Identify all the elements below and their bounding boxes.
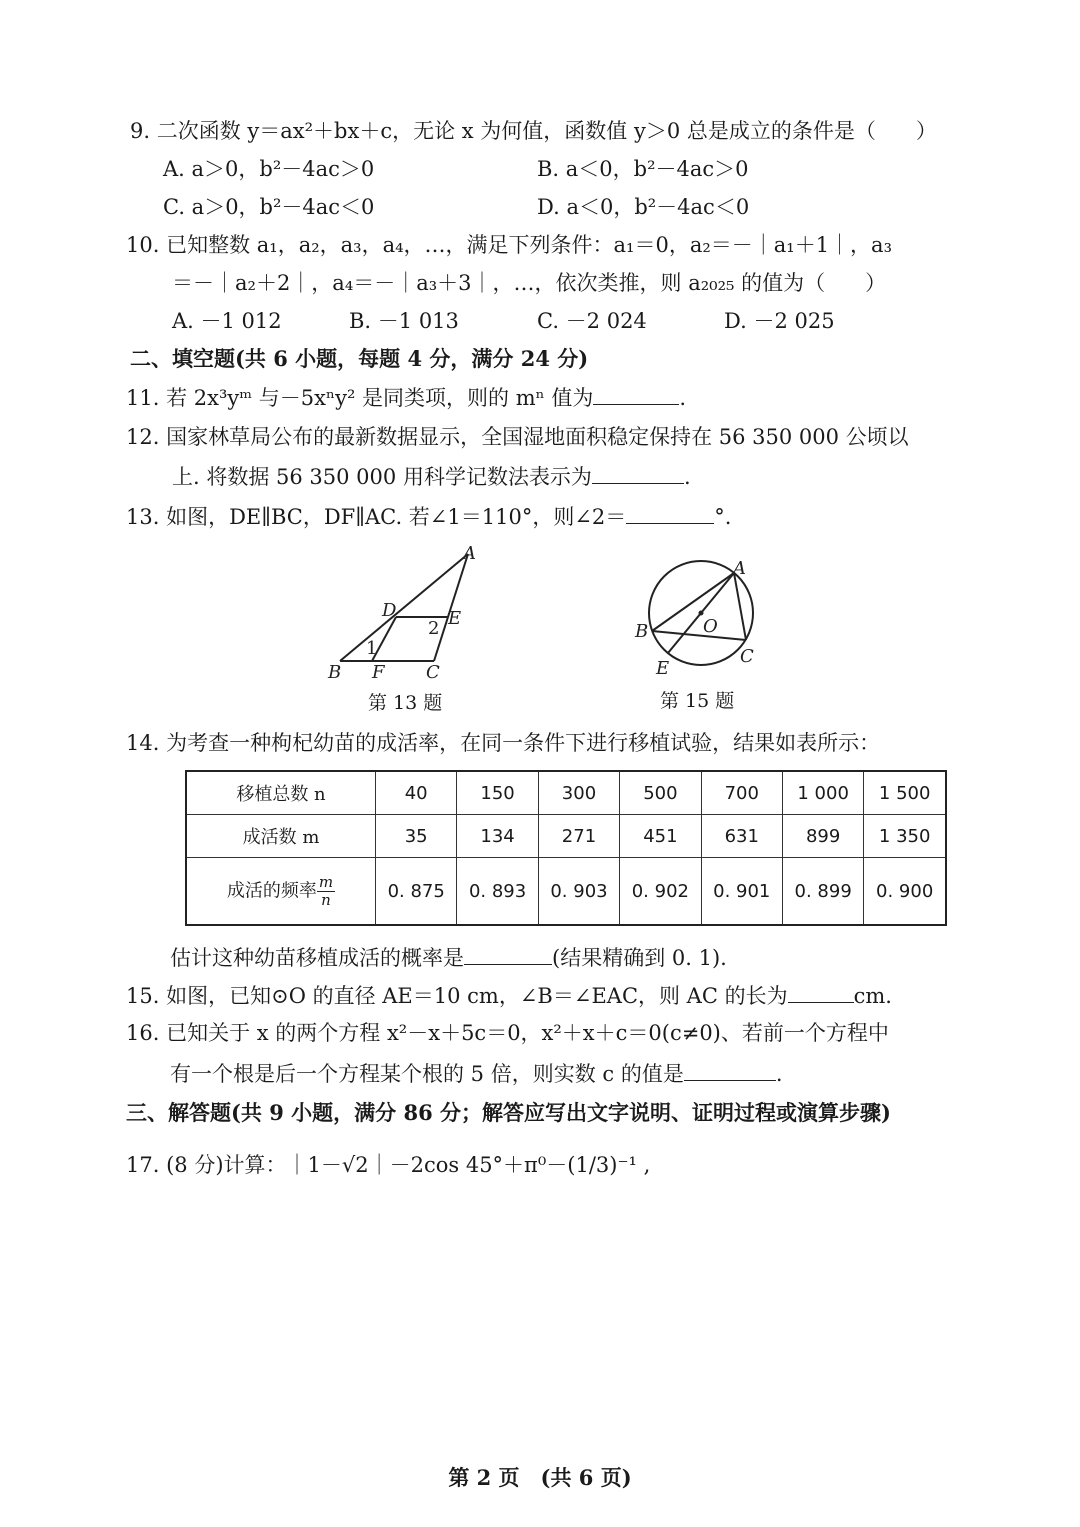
- question-10: [126, 230, 892, 260]
- question-text: 估计这种幼苗移植成活的概率是: [170, 946, 464, 970]
- label-A: A: [733, 558, 746, 579]
- table-cell: 631: [701, 815, 782, 858]
- section-heading-fill-in: 二、填空题(共 6 小题，每题 4 分，满分 24 分): [130, 346, 589, 371]
- table-cell: 0. 900: [864, 858, 946, 926]
- table-cell: 500: [620, 771, 701, 815]
- table-cell: 0. 875: [376, 858, 457, 926]
- question-15: [126, 980, 892, 1011]
- answer-blank[interactable]: [592, 461, 684, 484]
- question-end: (结果精确到 0. 1).: [552, 946, 727, 970]
- question-stem: 二次函数 y＝ax²＋bx＋c，无论 x 为何值，函数值 y＞0 总是成立的条件是（: [156, 119, 876, 143]
- figure-13-triangle: [320, 540, 490, 685]
- page-footer: 第 2 页 (共 6 页): [448, 1465, 632, 1490]
- row-header-survived: 成活数 m: [186, 815, 376, 858]
- answer-blank[interactable]: [788, 980, 854, 1003]
- question-end: .: [679, 386, 687, 410]
- question-16: [126, 1018, 889, 1048]
- question-text: 若 2x³yᵐ 与－5xⁿy² 是同类项，则的 mⁿ 值为: [166, 386, 594, 410]
- question-number: 9.: [130, 119, 151, 143]
- question-12-line-2: [172, 461, 691, 492]
- q10-option-b: B. －1 013: [349, 309, 459, 333]
- label-B: B: [635, 621, 649, 642]
- question-9: [130, 116, 937, 146]
- q10-option-d: D. －2 025: [724, 309, 835, 333]
- question-12: [126, 422, 909, 452]
- fraction-numerator: m: [318, 872, 334, 891]
- question-14-estimate: [170, 942, 727, 973]
- question-text: 为考查一种枸杞幼苗的成活率，在同一条件下进行移植试验，结果如表所示：: [166, 731, 881, 755]
- fraction-denominator: n: [321, 890, 331, 909]
- table-cell: 300: [538, 771, 619, 815]
- question-number: 13.: [126, 505, 160, 529]
- question-text: (8 分)计算：｜1－√2｜－2cos 45°＋π⁰－(1/3)⁻¹ ,: [166, 1153, 651, 1177]
- table-row-frequency: [186, 858, 946, 926]
- answer-blank[interactable]: [593, 382, 679, 405]
- label-D: D: [382, 600, 397, 621]
- question-end: .: [683, 465, 691, 489]
- table-cell: 35: [376, 815, 457, 858]
- question-line-1: 已知关于 x 的两个方程 x²－x＋5c＝0，x²＋x＋c＝0(c≠0)、若前一个方程中: [166, 1021, 889, 1045]
- fraction-m-over-n: [317, 874, 335, 909]
- table-cell: 271: [538, 815, 619, 858]
- label-B: B: [328, 662, 342, 683]
- label-angle-2: 2: [428, 618, 440, 639]
- q9-option-d: D. a＜0，b²－4ac＜0: [537, 195, 750, 219]
- row-header-frequency: [186, 858, 376, 926]
- question-line-2: 上. 将数据 56 350 000 用科学记数法表示为: [172, 465, 592, 489]
- table-row-total: [186, 771, 946, 815]
- figure-15-caption: 第 15 题: [660, 690, 735, 712]
- label-C: C: [426, 662, 440, 683]
- question-end: cm.: [853, 984, 892, 1008]
- question-number: 11.: [126, 386, 160, 410]
- answer-blank[interactable]: [626, 501, 714, 524]
- question-number: 14.: [126, 731, 160, 755]
- table-cell: 451: [620, 815, 701, 858]
- question-14: [126, 728, 880, 758]
- row-header-total: 移植总数 n: [186, 771, 376, 815]
- table-cell: 0. 901: [701, 858, 782, 926]
- table-cell: 700: [701, 771, 782, 815]
- question-number: 16.: [126, 1021, 160, 1045]
- table-cell: 134: [457, 815, 538, 858]
- question-number: 10.: [126, 233, 160, 257]
- table-cell: 0. 902: [620, 858, 701, 926]
- question-text: 如图，DE∥BC，DF∥AC. 若∠1＝110°，则∠2＝: [166, 505, 627, 529]
- table-cell: 1 350: [864, 815, 946, 858]
- question-16-line-2: [170, 1058, 783, 1089]
- question-line-2: 有一个根是后一个方程某个根的 5 倍，则实数 c 的值是: [170, 1062, 684, 1086]
- q9-option-c: C. a＞0，b²－4ac＜0: [163, 195, 375, 219]
- question-text: 如图，已知⊙O 的直径 AE＝10 cm，∠B＝∠EAC，则 AC 的长为: [166, 984, 788, 1008]
- question-10-line-2: [172, 268, 886, 298]
- label-E: E: [656, 658, 670, 679]
- table-cell: 1 000: [782, 771, 863, 815]
- q9-option-b: B. a＜0，b²－4ac＞0: [537, 157, 749, 181]
- figure-15-circle: [628, 550, 768, 685]
- label-F: F: [372, 662, 385, 683]
- table-cell: 0. 903: [538, 858, 619, 926]
- question-13: [126, 501, 731, 532]
- row-header-frequency-label: 成活的频率: [226, 880, 317, 901]
- paren-close: ）: [865, 271, 887, 295]
- q10-option-a: A. －1 012: [172, 309, 282, 333]
- table-cell: 0. 899: [782, 858, 863, 926]
- label-E: E: [448, 608, 462, 629]
- label-A: A: [463, 543, 476, 564]
- answer-blank[interactable]: [464, 942, 552, 965]
- answer-blank[interactable]: [684, 1058, 776, 1081]
- table-cell: 1 500: [864, 771, 946, 815]
- question-end: .: [775, 1062, 783, 1086]
- label-O: O: [703, 616, 718, 637]
- question-number: 17.: [126, 1153, 160, 1177]
- table-cell: 899: [782, 815, 863, 858]
- paren-close: ）: [915, 119, 937, 143]
- table-cell: 0. 893: [457, 858, 538, 926]
- section-heading-answer: 三、解答题(共 9 小题，满分 86 分；解答应写出文字说明、证明过程或演算步骤): [126, 1100, 891, 1125]
- transplant-data-table: [185, 770, 947, 926]
- label-angle-1: 1: [366, 638, 378, 659]
- question-line-1: 已知整数 a₁，a₂，a₃，a₄，…，满足下列条件：a₁＝0，a₂＝－｜a₁＋1｜，a₃: [166, 233, 892, 257]
- label-C: C: [740, 646, 754, 667]
- question-line-1: 国家林草局公布的最新数据显示，全国湿地面积稳定保持在 56 350 000 公顷以: [166, 425, 909, 449]
- figure-13-caption: 第 13 题: [368, 692, 443, 714]
- question-end: °.: [714, 505, 732, 529]
- question-11: [126, 382, 686, 413]
- q10-option-c: C. －2 024: [537, 309, 647, 333]
- table-cell: 150: [457, 771, 538, 815]
- table-cell: 40: [376, 771, 457, 815]
- question-number: 12.: [126, 425, 160, 449]
- question-number: 15.: [126, 984, 160, 1008]
- question-17: [126, 1150, 650, 1180]
- question-line-2: ＝－｜a₂＋2｜，a₄＝－｜a₃＋3｜，…，依次类推，则 a₂₀₂₅ 的值为（: [172, 271, 826, 295]
- table-row-survived: [186, 815, 946, 858]
- q9-option-a: A. a＞0，b²－4ac＞0: [163, 157, 375, 181]
